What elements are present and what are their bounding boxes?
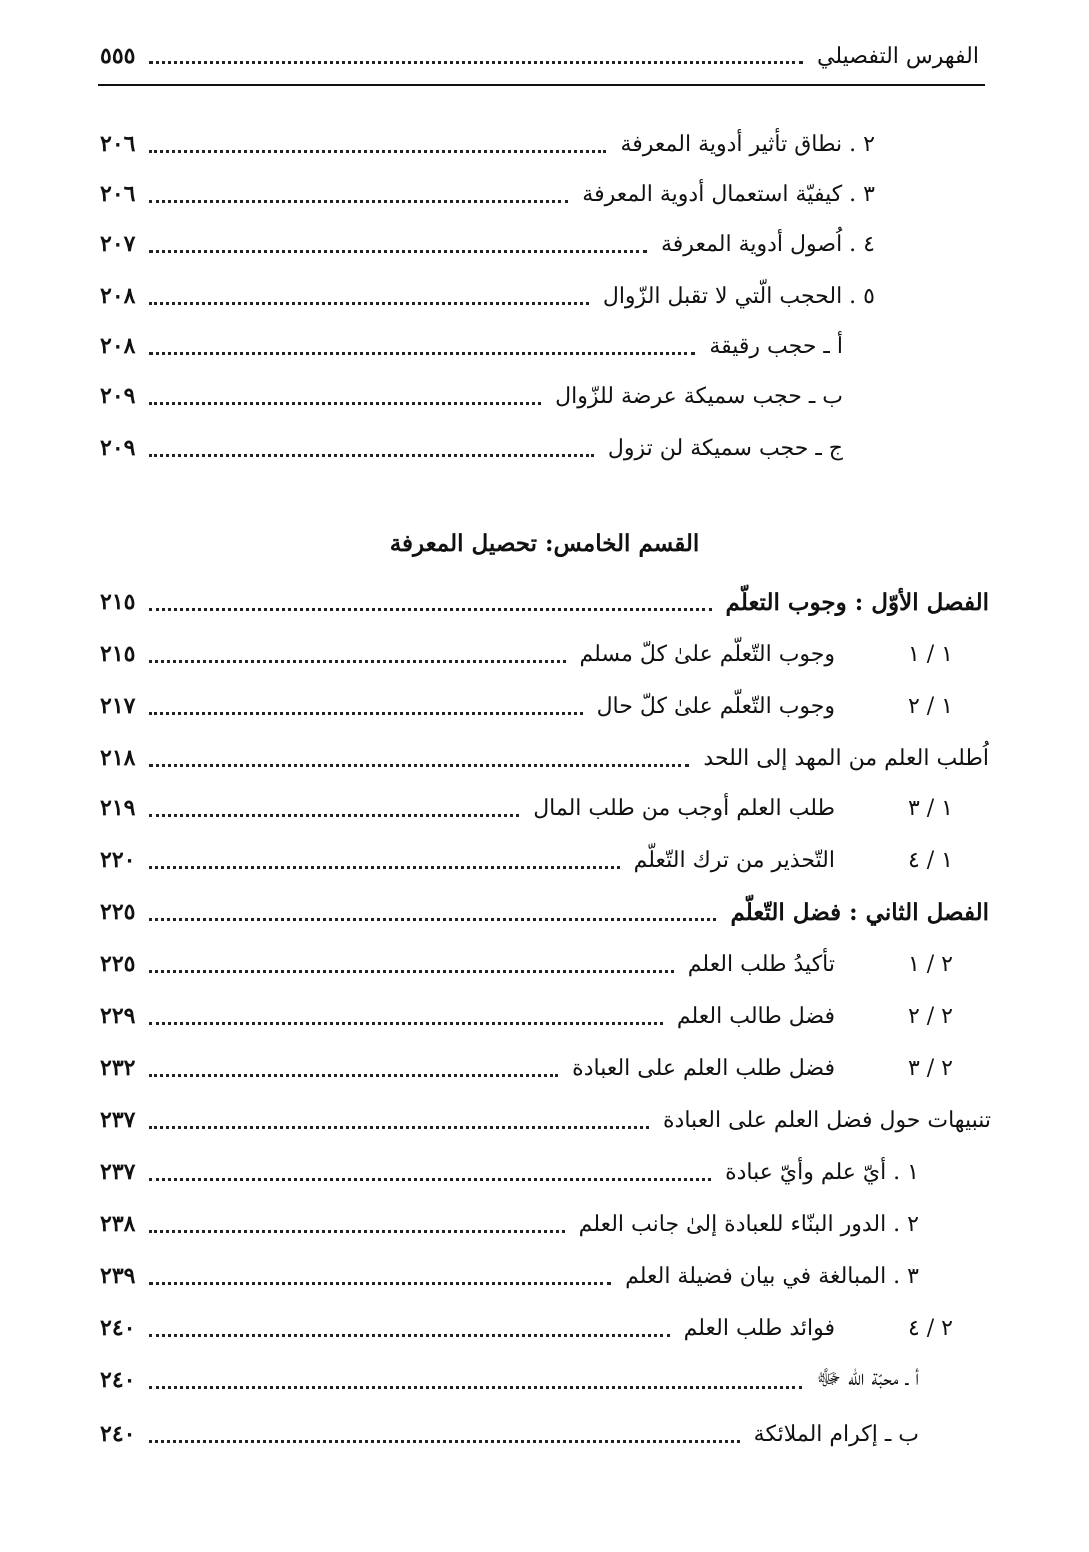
- toc-entry: [100, 276, 875, 316]
- entry-page-number: ٢٣٩: [100, 1263, 136, 1289]
- leader-dots: [149, 402, 541, 405]
- leader-dots: [149, 1282, 611, 1285]
- entry-label: ٤ . اُصول أدوية المعرفة: [661, 231, 875, 257]
- leader-dots: [149, 1022, 662, 1025]
- entry-page-number: ٢٤٠: [100, 1421, 136, 1447]
- leader-dots: [149, 352, 695, 355]
- toc-entry: [100, 224, 875, 264]
- leader-dots: [149, 200, 568, 203]
- toc-entry: [100, 996, 953, 1036]
- entry-page-number: ٢٣٧: [100, 1107, 136, 1133]
- header-page-number: ٥٥٥: [100, 43, 136, 69]
- toc-entry: [100, 1256, 919, 1296]
- toc-entry: [100, 840, 953, 880]
- entry-page-number: ٢٢٠: [100, 847, 136, 873]
- entry-page-number: ٢١٧: [100, 693, 136, 719]
- entry-number: ١ / ٣: [907, 795, 953, 821]
- entry-label: ٣ . كيفيّة استعمال أدوية المعرفة: [582, 181, 875, 207]
- leader-dots: [149, 918, 716, 921]
- entry-page-number: ٢٠٩: [100, 435, 136, 461]
- entry-number: ٢ / ٤: [907, 1315, 953, 1341]
- entry-label: وجوب التّعلّم علىٰ كلّ مسلم: [579, 641, 835, 667]
- leader-dots: [149, 1230, 564, 1233]
- entry-label: اُطلب العلم من المهد إلى اللحد: [703, 745, 989, 771]
- leader-dots: [149, 1074, 558, 1077]
- entry-page-number: ٢٢٩: [100, 1003, 136, 1029]
- leader-dots: [149, 866, 619, 869]
- entry-page-number: ٢١٩: [100, 795, 136, 821]
- entry-page-number: ٢٠٨: [100, 283, 136, 309]
- toc-entry: [100, 1152, 919, 1192]
- entry-page-number: ٢٢٥: [100, 899, 136, 925]
- entry-page-number: ٢٢٥: [100, 951, 136, 977]
- header-leader-dots: [149, 61, 803, 64]
- toc-entry: [100, 788, 953, 828]
- entry-page-number: ٢٤٠: [100, 1367, 136, 1393]
- entry-label: تنبيهات حول فضل العلم على العبادة: [663, 1107, 991, 1133]
- entry-page-number: ٢٣٧: [100, 1159, 136, 1185]
- leader-dots: [149, 302, 588, 305]
- entry-label: تأكيدُ طلب العلم: [687, 951, 835, 977]
- entry-page-number: ٢٠٩: [100, 383, 136, 409]
- toc-entry: [100, 1414, 919, 1454]
- toc-entry: [100, 686, 953, 726]
- toc-entry: [100, 634, 953, 674]
- entry-number: ٢ / ١: [907, 951, 953, 977]
- entry-page-number: ٢٠٧: [100, 231, 136, 257]
- toc-entry: [100, 326, 843, 366]
- entry-label: فضل طالب العلم: [676, 1003, 835, 1029]
- entry-page-number: ٢٤٠: [100, 1315, 136, 1341]
- leader-dots: [149, 1440, 739, 1443]
- entry-label: ٥ . الحجب الّتي لا تقبل الزّوال: [602, 283, 875, 309]
- toc-entry: [100, 428, 843, 468]
- entry-label: ب ـ حجب سميكة عرضة للزّوال: [555, 383, 843, 409]
- section-title: القسم الخامس: تحصيل المعرفة: [389, 530, 700, 557]
- entry-label: ٣ . المبالغة في بيان فضيلة العلم: [625, 1263, 919, 1289]
- chapter-entry: [100, 892, 989, 932]
- entry-label: الفصل الثاني : فضل التّعلّم: [730, 898, 989, 926]
- toc-entry: [100, 1100, 991, 1140]
- leader-dots: [149, 1126, 649, 1129]
- entry-label: ب ـ إكرام الملائكة: [753, 1421, 919, 1447]
- entry-page-number: ٢٣٢: [100, 1055, 136, 1081]
- leader-dots: [149, 712, 582, 715]
- toc-entry: [100, 376, 843, 416]
- entry-number: ٢ / ٣: [907, 1055, 953, 1081]
- entry-number: ١ / ٢: [907, 693, 953, 719]
- entry-page-number: ٢١٥: [100, 589, 136, 615]
- entry-label: فضل طلب العلم على العبادة: [572, 1055, 835, 1081]
- leader-dots: [149, 150, 606, 153]
- leader-dots: [149, 764, 689, 767]
- entry-number: ٢ / ٢: [907, 1003, 953, 1029]
- entry-number: ١ / ٤: [907, 847, 953, 873]
- entry-label: وجوب التّعلّم علىٰ كلّ حال: [596, 693, 835, 719]
- entry-label: ٢ . الدور البنّاء للعبادة إلىٰ جانب العلم: [578, 1211, 919, 1237]
- header-rule: [98, 84, 985, 86]
- toc-entry: [100, 1204, 919, 1244]
- entry-number: ١ / ١: [907, 641, 953, 667]
- entry-page-number: ٢٠٨: [100, 333, 136, 359]
- toc-entry: [100, 1360, 919, 1400]
- toc-entry: [100, 174, 875, 214]
- toc-entry: [100, 1308, 953, 1348]
- entry-label: أ ـ محبّة الله ﷻ: [816, 1366, 919, 1391]
- entry-label: ١ . أيّ علم وأيّ عبادة: [725, 1159, 919, 1185]
- leader-dots: [149, 608, 711, 611]
- leader-dots: [149, 250, 647, 253]
- entry-label: الفصل الأوّل : وجوب التعلّم: [725, 588, 989, 616]
- leader-dots: [149, 970, 673, 973]
- toc-entry: [100, 1048, 953, 1088]
- leader-dots: [149, 660, 565, 663]
- entry-label: فوائد طلب العلم: [683, 1315, 835, 1341]
- entry-label: التّحذير من ترك التّعلّم: [633, 847, 835, 873]
- entry-page-number: ٢٠٦: [100, 131, 136, 157]
- entry-label: ج ـ حجب سميكة لن تزول: [607, 435, 843, 461]
- entry-page-number: ٢١٥: [100, 641, 136, 667]
- entry-page-number: ٢٣٨: [100, 1211, 136, 1237]
- entry-page-number: ٢٠٦: [100, 181, 136, 207]
- toc-entry: [100, 738, 989, 778]
- running-header: [100, 36, 979, 76]
- leader-dots: [149, 1178, 711, 1181]
- leader-dots: [149, 1386, 802, 1389]
- toc-entry: [100, 124, 875, 164]
- leader-dots: [149, 814, 519, 817]
- entry-page-number: ٢١٨: [100, 745, 136, 771]
- header-title: الفهرس التفصيلي: [817, 43, 979, 69]
- toc-entry: [100, 944, 953, 984]
- chapter-entry: [100, 582, 989, 622]
- entry-label: ٢ . نطاق تأثير أدوية المعرفة: [620, 131, 875, 157]
- leader-dots: [149, 454, 593, 457]
- leader-dots: [149, 1334, 669, 1337]
- entry-label: طلب العلم أوجب من طلب المال: [533, 795, 835, 821]
- entry-label: أ ـ حجب رقيقة: [709, 333, 843, 359]
